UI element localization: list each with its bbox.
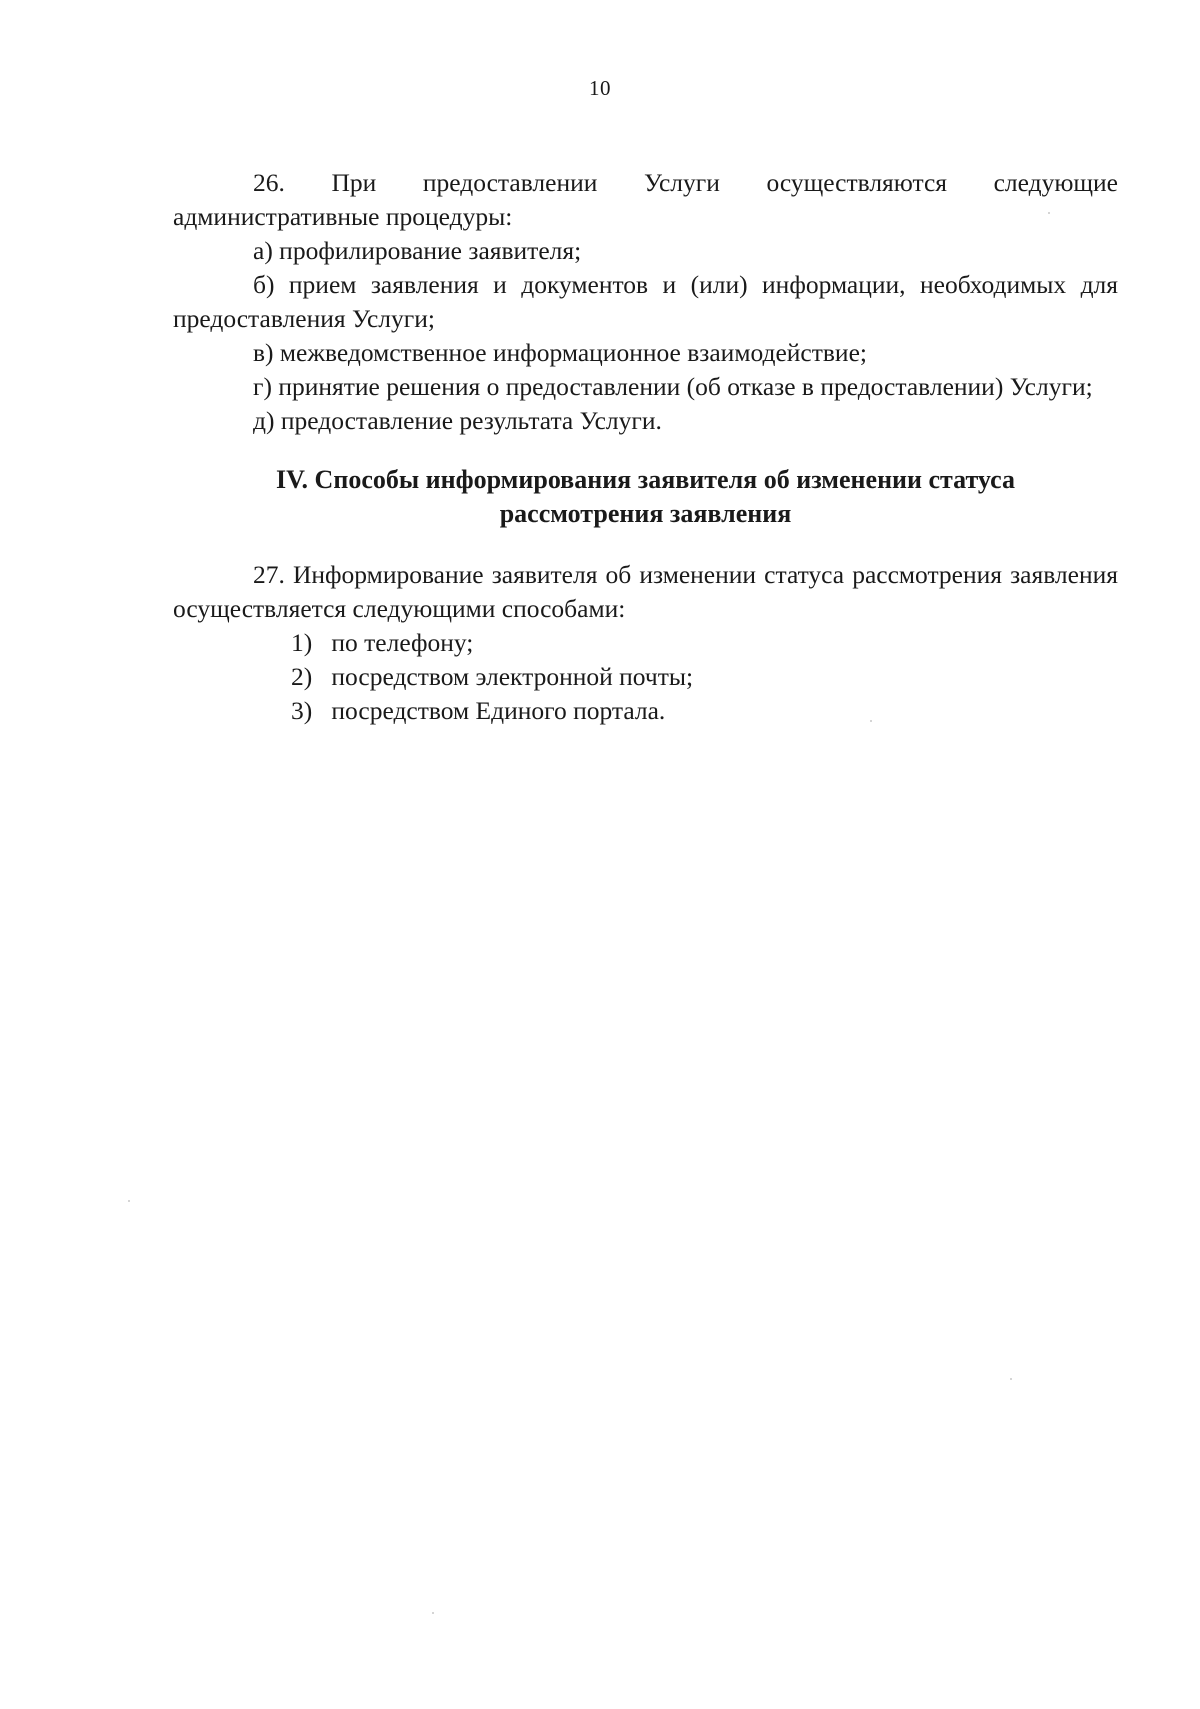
paragraph-27: 27. Информирование заявителя об изменении статуса рассмотрения заявления осуществляется следующими способами:: [173, 560, 1118, 623]
section-heading: IV. Способы информирования заявителя об изменении статуса рассмотрения заявления: [276, 465, 1015, 528]
scan-artifact: [1010, 1378, 1012, 1380]
item-text: посредством Единого портала.: [331, 696, 666, 725]
numbered-item-1: [173, 626, 1118, 660]
item-number: 3): [291, 696, 313, 725]
item-number: 2): [291, 662, 313, 691]
item-text: посредством электронной почты;: [331, 662, 694, 691]
paragraph-26: 26. При предоставлении Услуги осуществляются следующие административные процедуры:: [173, 168, 1118, 231]
list-item-v: в) межведомственное информационное взаимодействие;: [253, 338, 867, 367]
list-item-b: б) прием заявления и документов и (или) информации, необходимых для предоставления Услуги;: [173, 270, 1118, 333]
scan-artifact: [432, 1612, 434, 1614]
item-number: 1): [291, 628, 313, 657]
document-body: [173, 166, 1118, 728]
list-item-g: г) принятие решения о предоставлении (об отказе в предоставлении) Услуги;: [253, 372, 1093, 401]
scan-artifact: [128, 1200, 130, 1202]
item-text: по телефону;: [331, 628, 474, 657]
list-item-a: а) профилирование заявителя;: [253, 236, 582, 265]
page-number: 10: [589, 76, 611, 100]
scan-artifact: [1048, 212, 1050, 214]
list-item-d: д) предоставление результата Услуги.: [253, 406, 662, 435]
numbered-item-3: [173, 694, 1118, 728]
numbered-item-2: [173, 660, 1118, 694]
scan-artifact: [870, 720, 872, 722]
